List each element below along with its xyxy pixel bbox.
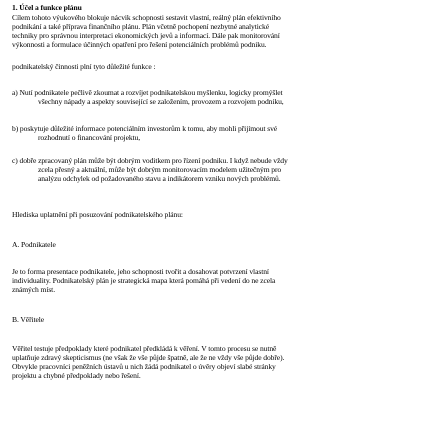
intro-line-4: výkonnosti a formulace účinných opatření pro řešení potenciálních problémů podniku. xyxy=(12,40,267,49)
section-a-line-3: známých míst. xyxy=(12,285,55,294)
item-a-line-2: všechny nápady a aspekty související se založením, provozem a rozvojem podniku, xyxy=(38,97,284,106)
item-c-line-3: analýzu odchylek od požadovaného stavu a indikátorem vzniku nových problémů. xyxy=(38,174,281,183)
section-a-line-2: individuality. Podnikatelský plán je strategická mapa která pomáhá při vedení do ne zcela xyxy=(12,276,276,285)
item-a-line-1: a) Nutí podnikatele pečlivě zkoumat a rozvíjet podnikatelskou myšlenku, logicky promýšlet xyxy=(12,88,283,97)
section-b-line-4: projektu a chybné předpoklady nebo řešení. xyxy=(12,371,141,380)
section-b-line-2: uplatňuje zdravý skepticismus (ne však že vše půjde špatně, ale že ne vždy vše půjde dobře). xyxy=(12,353,285,362)
section-a-title: A. Podnikatele xyxy=(12,240,56,249)
section-a-line-1: Je to forma presentace podnikatele, jeho schopnosti tvořit a dosahovat potvrzení vlastní xyxy=(12,267,269,276)
item-b-line-2: rozhodnutí o financování projektu, xyxy=(38,133,141,142)
section-b-line-1: Věřitel testuje předpoklady které podnikatel předkládá k věření. V tomto procesu se nutně xyxy=(12,344,277,353)
item-c-line-1: c) dobře zpracovaný plán může být dobrým voditkem pro řízení podniku. I když nebude vždy xyxy=(12,156,288,165)
item-b-line-1: b) poskytuje důležité informace potenciálním investorům k tomu, aby mohli přijímout své xyxy=(12,124,278,133)
item-c-line-2: zcela přesný a aktuální, může být dobrým monitorovacím modelem užitečným pro xyxy=(38,165,282,174)
intro-line-2: podnikání a také příprava finančního plánu. Plán včetně pochopení nezbytné analytické xyxy=(12,22,269,31)
intro-line-1: Cílem tohoto výukového blokuje nácvik schopnosti sestavit vlastní, reálný plán efektivního xyxy=(12,13,281,22)
section-b-line-3: Obvykle pracovníci peněžních ústavů u nich žádá podnikatel o úvěry objeví slabé stránky xyxy=(12,362,276,371)
intro-line-3: techniky pro správnou interpretaci ekonomických jevů a informací. Dále pak monitorování xyxy=(12,31,280,40)
functions-title: podnikatelský činnosti plní tyto důležité funkce : xyxy=(12,62,156,71)
section-b-title: B. Věřitele xyxy=(12,315,45,324)
viewpoints-title: Hlediska uplatnění při posuzování podnikatelského plánu: xyxy=(12,210,183,219)
section-heading: 1. Účel a funkce plánu xyxy=(12,3,82,12)
